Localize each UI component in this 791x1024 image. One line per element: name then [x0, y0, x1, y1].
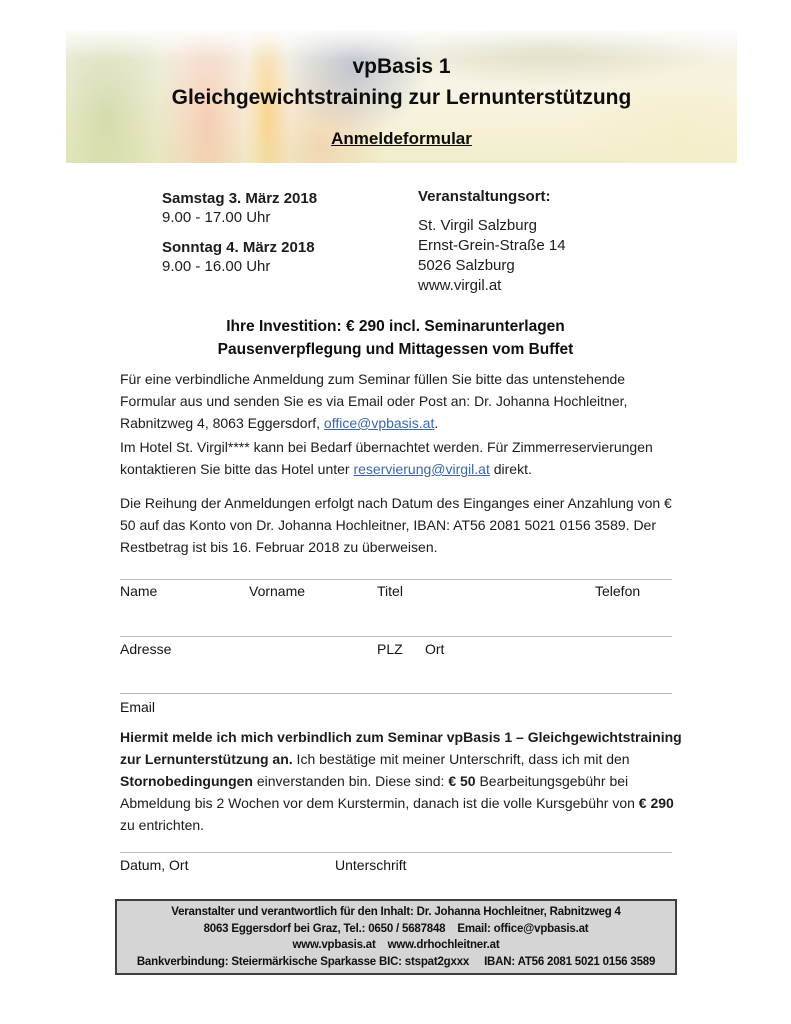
header-photo-banner	[66, 30, 737, 163]
label-unterschrift: Unterschrift	[335, 857, 407, 873]
schedule-day1-date: Samstag 3. März 2018	[162, 190, 318, 207]
form-subtitle: Anmeldeformular	[331, 129, 472, 148]
hotel-paragraph	[120, 436, 682, 480]
schedule-day2-time: 9.00 - 16.00 Uhr	[162, 258, 271, 275]
label-email: Email	[120, 699, 156, 715]
registration-text-end: .	[434, 415, 439, 431]
declaration-text2: einverstanden bin. Diese sind:	[252, 773, 449, 789]
venue-street: Ernst-Grein-Straße 14	[418, 237, 566, 254]
seminar-title-line2: Gleichgewichtstraining zur Lernunterstützung	[171, 86, 632, 109]
schedule-block	[162, 189, 317, 276]
label-plz: PLZ	[377, 641, 403, 657]
declaration-paragraph	[120, 726, 687, 836]
seminar-title-line1: vpBasis 1	[352, 55, 451, 78]
footer-line4: Bankverbindung: Steiermärkische Sparkasse BIC: stspat2gxxx IBAN: AT56 2081 5021 0156 3589	[136, 955, 656, 968]
registration-paragraph	[120, 368, 682, 434]
schedule-gap	[162, 227, 317, 238]
footer-contact-box	[115, 899, 677, 975]
venue-name: St. Virgil Salzburg	[418, 217, 537, 234]
reservation-email-link[interactable]: reservierung@virgil.at	[353, 461, 490, 477]
footer-line1: Veranstalter und verantwortlich für den Inhalt: Dr. Johanna Hochleitner, Rabnitzweg 4	[171, 906, 621, 918]
label-titel: Titel	[377, 583, 403, 599]
label-ort: Ort	[425, 641, 445, 657]
venue-block	[418, 187, 566, 296]
label-vorname: Vorname	[249, 583, 306, 599]
investment-line2: Pausenverpflegung und Mittagessen vom Buffet	[217, 341, 574, 358]
investment-heading	[60, 315, 731, 361]
declaration-bold-intro: Hiermit melde ich mich verbindlich zum Seminar vpBasis 1 – Gleichgewichtstraining zur Lernunterstützung an.	[120, 729, 682, 767]
payment-paragraph: Die Reihung der Anmeldungen erfolgt nach Datum des Einganges einer Anzahlung von € 50 auf das Konto von Dr. Johanna Hochleitner, IBAN: AT56 2081 5021 0156 3589. Der Restbetrag ist bis 16. Februar 2018 zu überweisen.	[120, 495, 672, 555]
form-rule-name-row	[120, 579, 672, 580]
label-telefon: Telefon	[595, 583, 641, 599]
form-rule-address-row	[120, 636, 672, 637]
registration-text: Für eine verbindliche Anmeldung zum Seminar füllen Sie bitte das untenstehende Formular aus und senden Sie es via Email oder Post an: Dr. Johanna Hochleitner, Rabnitzweg 4, 8063 Eggersdorf,	[120, 371, 628, 431]
schedule-day1-time: 9.00 - 17.00 Uhr	[162, 209, 271, 226]
venue-website: www.virgil.at	[418, 277, 502, 294]
label-name: Name	[120, 583, 158, 599]
footer-line3: www.vpbasis.at www.drhochleitner.at	[292, 939, 500, 951]
label-adresse: Adresse	[120, 641, 172, 657]
office-email-link[interactable]: office@vpbasis.at	[323, 415, 435, 431]
label-datum-ort: Datum, Ort	[120, 857, 189, 873]
investment-line1: Ihre Investition: € 290 incl. Seminarunterlagen	[226, 318, 565, 335]
declaration-text3: Bearbeitungsgebühr bei Abmeldung bis 2 Wochen vor dem Kurstermin, danach ist die volle Kursgebühr von	[120, 773, 639, 811]
venue-label: Veranstaltungsort:	[418, 188, 551, 205]
schedule-day2-date: Sonntag 4. März 2018	[162, 239, 315, 256]
declaration-bold-fee: € 50	[448, 773, 476, 789]
hotel-text-end: direkt.	[489, 461, 532, 477]
footer-line2: 8063 Eggersdorf bei Graz, Tel.: 0650 / 5687848 Email: office@vpbasis.at	[203, 922, 589, 935]
declaration-text1: Ich bestätige mit meiner Unterschrift, dass ich mit den	[292, 751, 630, 767]
hotel-text: Im Hotel St. Virgil**** kann bei Bedarf übernachtet werden. Für Zimmerreservierungen kontaktieren Sie bitte das Hotel unter	[120, 439, 653, 477]
venue-city: 5026 Salzburg	[418, 257, 515, 274]
declaration-bold-storno: Stornobedingungen	[120, 773, 253, 789]
form-rule-email-row	[120, 693, 672, 694]
declaration-text4: zu entrichten.	[120, 817, 205, 833]
declaration-bold-fullfee: € 290	[638, 795, 674, 811]
signature-rule	[120, 852, 672, 853]
